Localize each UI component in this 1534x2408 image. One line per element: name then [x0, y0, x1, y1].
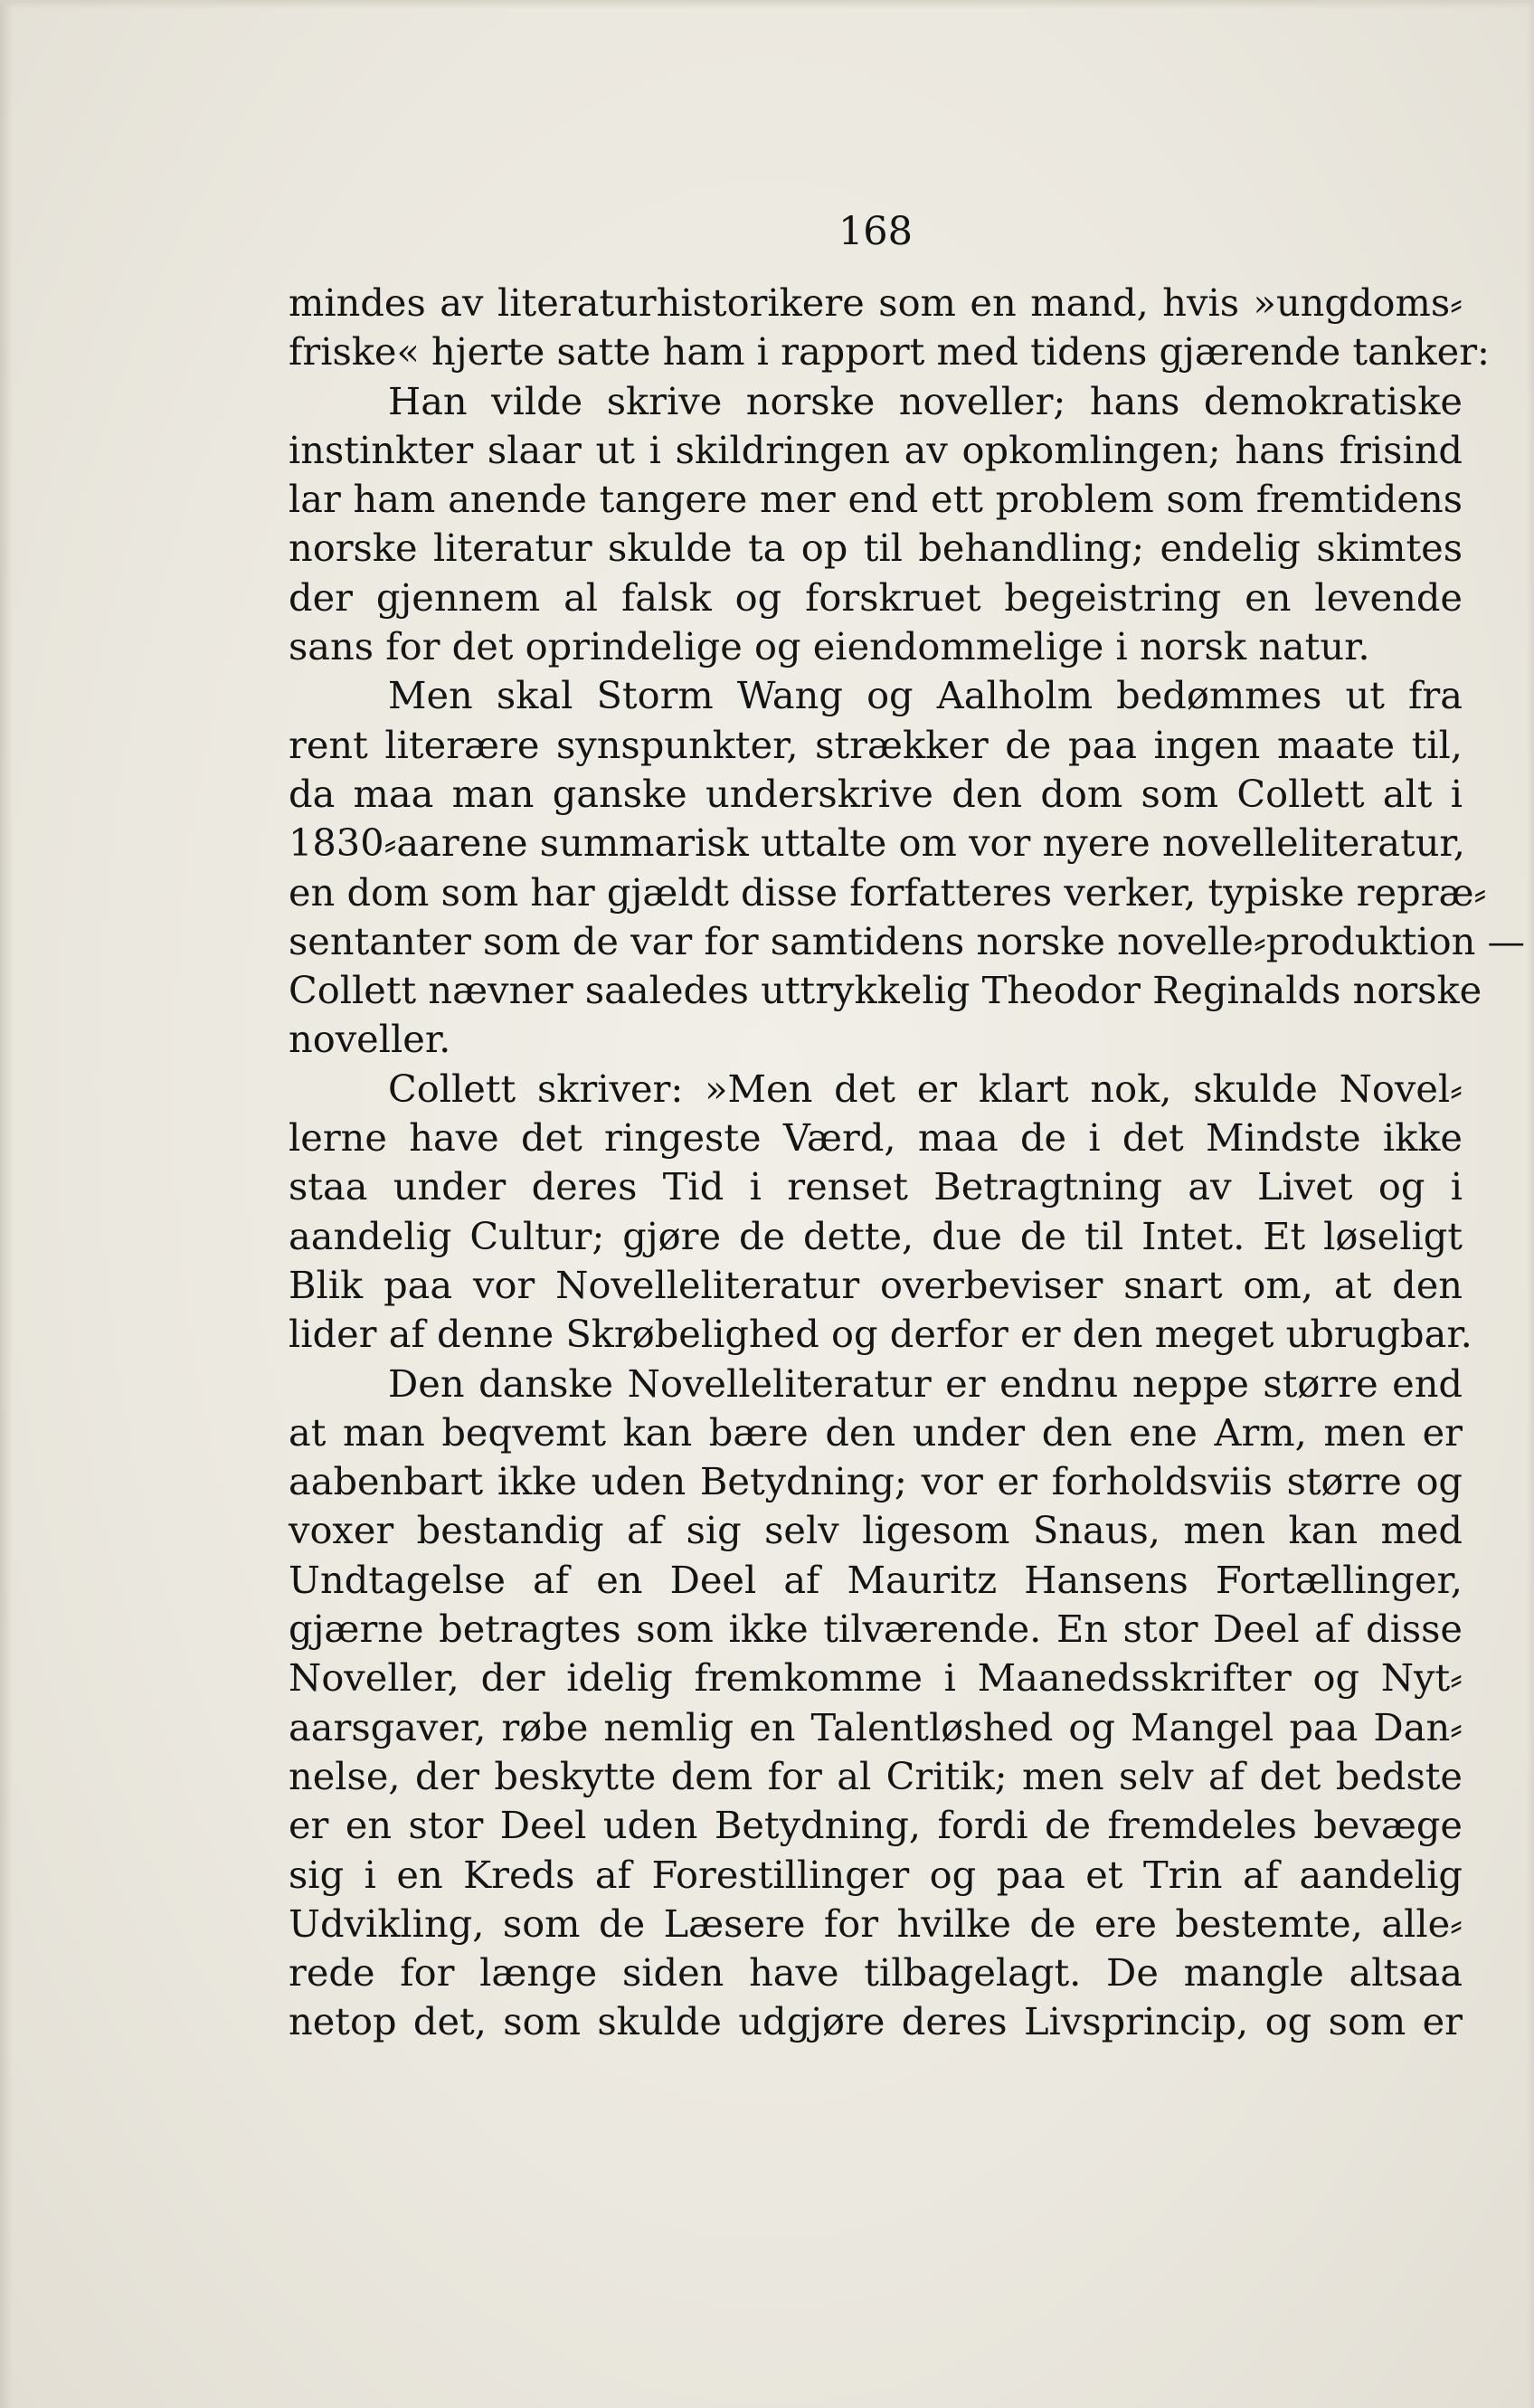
- text-line: Blik paa vor Novelleliteratur overbeviser snart om, at den: [289, 1262, 1463, 1307]
- text-line: aabenbart ikke uden Betydning; vor er forholdsviis større og: [289, 1459, 1463, 1504]
- text-line: voxer bestandig af sig selv ligesom Snaus, men kan med: [289, 1508, 1463, 1553]
- page-edge-shadow-right: [1527, 0, 1534, 2408]
- page-edge-shadow-left: [0, 0, 13, 2408]
- text-line: noveller.: [289, 1017, 451, 1062]
- text-line: netop det, som skulde udgjøre deres Livsprincip, og som er: [289, 1999, 1463, 2044]
- text-line: aandelig Cultur; gjøre de dette, due de til Intet. Et løseligt: [289, 1213, 1463, 1258]
- text-line: mindes av literaturhistorikere som en mand, hvis »ungdoms⸗: [289, 280, 1463, 325]
- page-number: 168: [838, 209, 914, 254]
- text-line: lar ham anende tangere mer end ett problem som fremtidens: [289, 477, 1463, 522]
- text-line: norske literatur skulde ta op til behandling; endelig skimtes: [289, 526, 1463, 571]
- text-line: instinkter slaar ut i skildringen av opkomlingen; hans frisind: [289, 427, 1463, 472]
- text-line: nelse, der beskytte dem for al Critik; men selv af det bedste: [289, 1753, 1463, 1798]
- text-line: gjærne betragtes som ikke tilværende. En stor Deel af disse: [289, 1607, 1463, 1652]
- page-edge-shadow-top: [0, 0, 1534, 9]
- text-line: aarsgaver, røbe nemlig en Talentløshed og Mangel paa Dan⸗: [289, 1704, 1463, 1749]
- text-line: rent literære synspunkter, strækker de paa ingen maate til,: [289, 722, 1463, 767]
- text-line: rede for længe siden have tilbagelagt. De mangle altsaa: [289, 1950, 1463, 1996]
- text-line: lider af denne Skrøbelighed og derfor er den meget ubrugbar.: [289, 1312, 1472, 1357]
- text-line: en dom som har gjældt disse forfatteres verker, typiske repræ⸗: [289, 869, 1487, 915]
- text-line: friske« hjerte satte ham i rapport med tidens gjærende tanker:: [289, 329, 1491, 374]
- text-line: Collett nævner saaledes uttrykkelig Theodor Reginalds norske: [289, 968, 1482, 1013]
- text-line: Han vilde skrive norske noveller; hans demokratiske: [388, 378, 1463, 423]
- text-line: Den danske Novelleliteratur er endnu neppe større end: [388, 1360, 1463, 1406]
- text-line: Men skal Storm Wang og Aalholm bedømmes ut fra: [388, 673, 1463, 718]
- text-line: der gjennem al falsk og forskruet begeistring en levende: [289, 574, 1463, 620]
- text-line: sig i en Kreds af Forestillinger og paa et Trin af aandelig: [289, 1852, 1463, 1897]
- text-line: at man beqvemt kan bære den under den ene Arm, men er: [289, 1409, 1463, 1455]
- text-line: lerne have det ringeste Værd, maa de i det Mindste ikke: [289, 1115, 1463, 1161]
- text-line: Udvikling, som de Læsere for hvilke de ere bestemte, alle⸗: [289, 1901, 1463, 1946]
- text-line: Undtagelse af en Deel af Mauritz Hansens Fortællinger,: [289, 1557, 1463, 1602]
- body-text: [289, 279, 1525, 2047]
- text-line: da maa man ganske underskrive den dom som Collett alt i: [289, 771, 1463, 816]
- text-line: sentanter som de var for samtidens norske novelle⸗produktion —: [289, 918, 1525, 963]
- text-line: sans for det oprindelige og eiendommelige i norsk natur.: [289, 624, 1370, 669]
- text-line: Collett skriver: »Men det er klart nok, skulde Novel⸗: [388, 1066, 1463, 1111]
- text-line: staa under deres Tid i renset Betragtning av Livet og i: [289, 1164, 1463, 1209]
- text-line: er en stor Deel uden Betydning, fordi de fremdeles bevæge: [289, 1803, 1463, 1848]
- text-line: Noveller, der idelig fremkomme i Maanedsskrifter og Nyt⸗: [289, 1655, 1463, 1701]
- text-line: 1830⸗aarene summarisk uttalte om vor nyere novelleliteratur,: [289, 820, 1465, 866]
